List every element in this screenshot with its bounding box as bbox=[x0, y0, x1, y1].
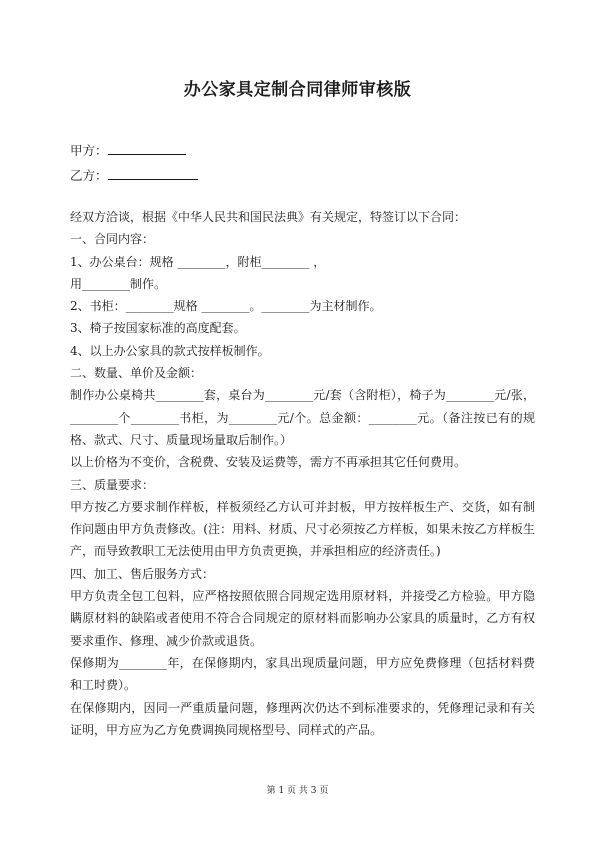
clause-paragraph: 甲方负责全包工包料，应严格按照依照合同规定选用原材料，并接受乙方检验。甲方隐瞒原材料的缺陷或者使用不符合合同规定的原材料而影响办公家具的质量时，乙方有权要求重作、修理、减少价款或退货。 bbox=[70, 589, 535, 648]
section-heading: 四、加工、售后服务方式： bbox=[70, 566, 215, 581]
section-heading: 二、数量、单价及金额： bbox=[70, 366, 203, 381]
section-heading: 三、质量要求： bbox=[70, 477, 155, 492]
clause-paragraph: 3、椅子按国家标准的高度配套。 bbox=[70, 321, 246, 336]
page-footer: 第 1 页 共 3 页 bbox=[266, 786, 329, 796]
clause-paragraph: 保修期为________年，在保修期内，家具出现质量问题，甲方应免费修理（包括材料费和工时费）。 bbox=[70, 655, 535, 693]
clause-paragraph: 4、以上办公家具的款式按样板制作。 bbox=[70, 343, 270, 358]
contract-body bbox=[70, 206, 535, 741]
clause-paragraph: 1、办公桌台：规格 ________，附柜________ ， bbox=[70, 254, 326, 269]
party-a-blank bbox=[108, 144, 186, 155]
party-a-line bbox=[70, 141, 186, 159]
clause-paragraph: 用________制作。 bbox=[70, 276, 167, 291]
clause-paragraph: 在保修期内，因同一严重质量问题，修理两次仍达不到标准要求的，凭修理记录和有关证明，甲方应为乙方免费调换同规格型号、同样式的产品。 bbox=[70, 700, 535, 737]
party-b-line bbox=[70, 166, 198, 184]
party-b-label: 乙方： bbox=[70, 168, 108, 183]
clause-paragraph: 以上价格为不变价，含税费、安装及运费等，需方不再承担其它任何费用。 bbox=[70, 455, 467, 470]
party-b-blank bbox=[108, 169, 198, 180]
document-title: 办公家具定制合同律师审核版 bbox=[183, 80, 412, 100]
clause-paragraph: 制作办公桌椅共________套，桌台为________元/套（含附柜），椅子为________元/张，________个________书柜，为________元/个。总金额：________元。（备注按已有的规格、款式、尺寸、质量现场量取后制作。） bbox=[70, 388, 535, 447]
clause-paragraph: 2、书柜：________规格 ________。________为主材制作。 bbox=[70, 299, 382, 314]
clause-paragraph: 甲方按乙方要求制作样板，样板须经乙方认可并封板，甲方按样板生产、交货，如有制作问题由甲方负责修改。(注：用料、材质、尺寸必须按乙方样板，如果未按乙方样板生产，而导致教职工无法使用由甲方负责更换，并承担相应的经济责任。) bbox=[70, 499, 535, 559]
section-heading: 一、合同内容： bbox=[70, 232, 155, 247]
party-a-label: 甲方： bbox=[70, 143, 108, 158]
intro-paragraph: 经双方洽谈，根据《中华人民共和国民法典》有关规定，特签订以下合同： bbox=[70, 210, 467, 224]
